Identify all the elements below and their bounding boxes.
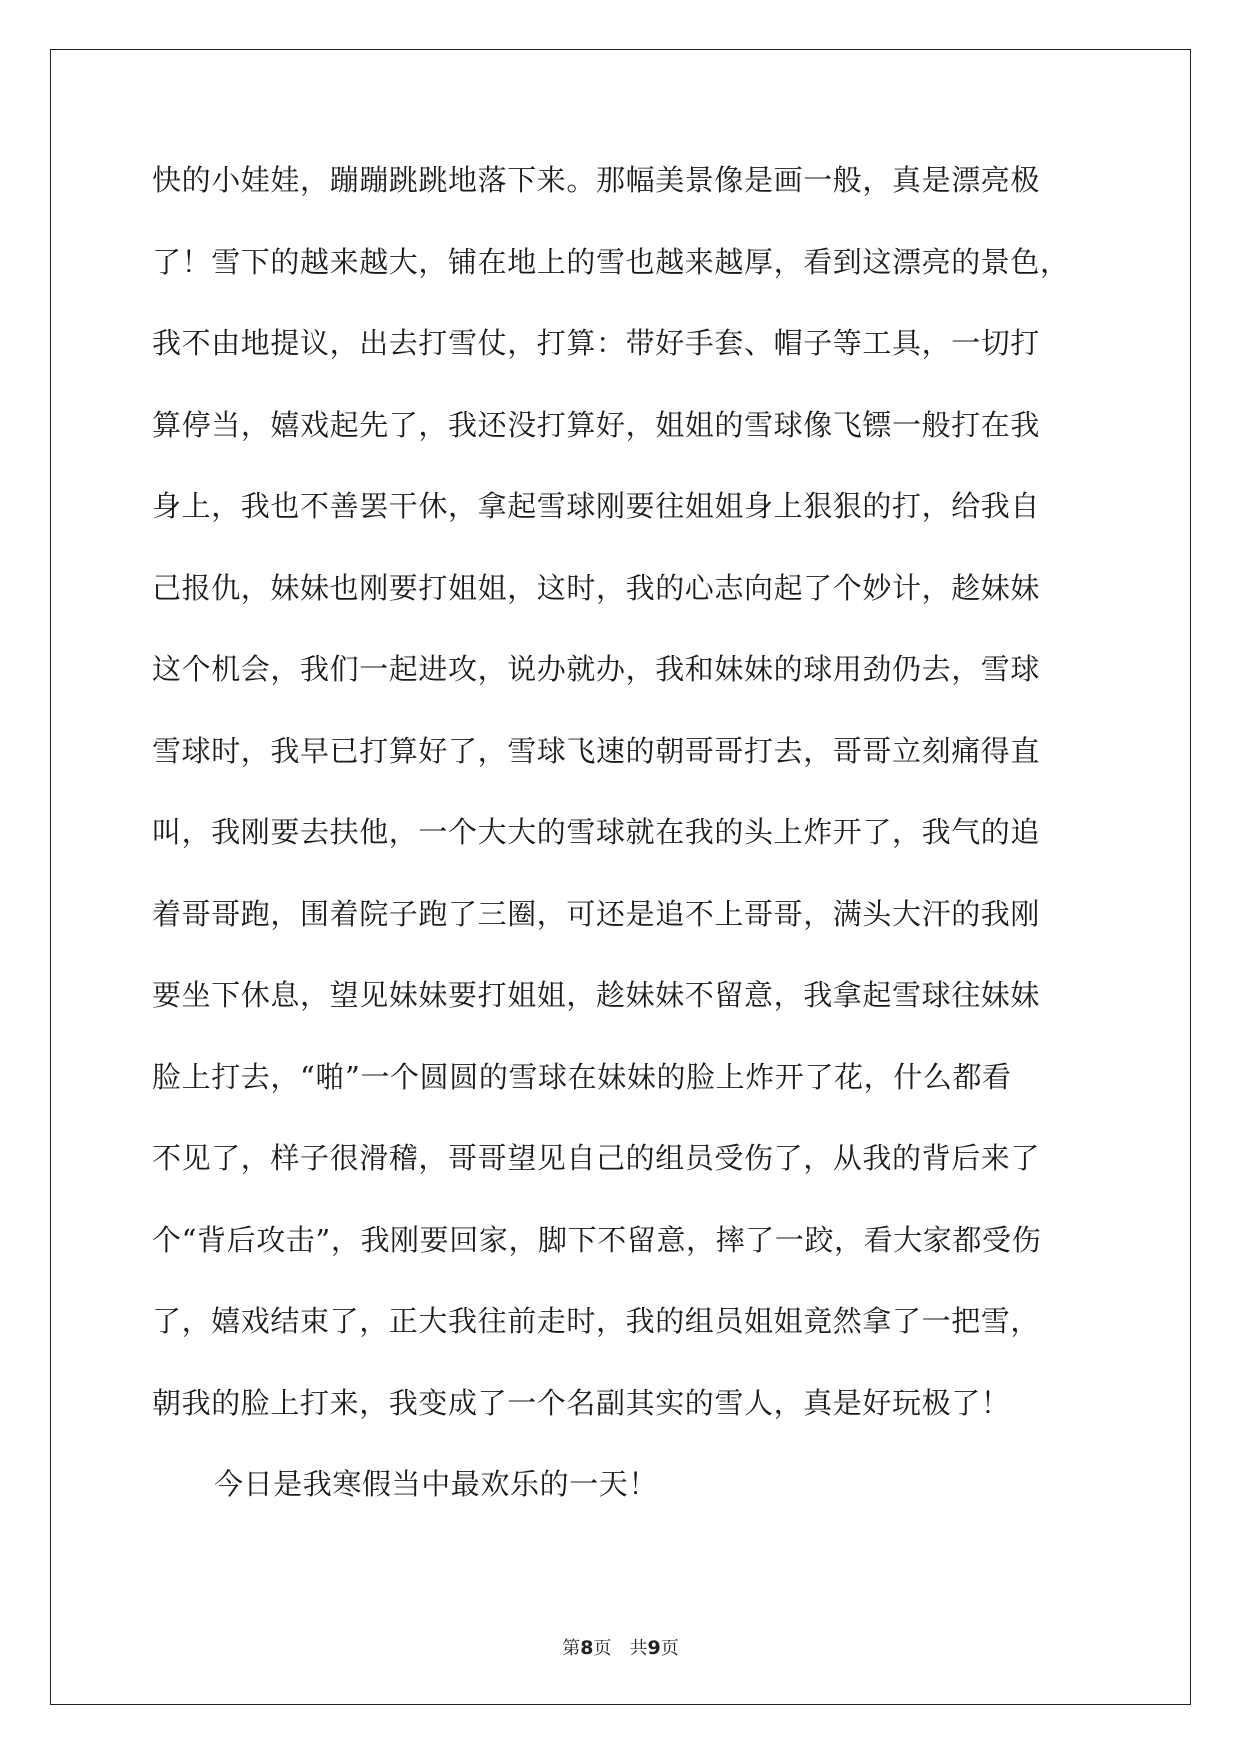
text-line: 算停当，嬉戏起先了，我还没打算好，姐姐的雪球像飞镖一般打在我	[152, 407, 1041, 442]
page-prefix: 第	[562, 1638, 581, 1659]
text-line: 朝我的脸上打来，我变成了一个名副其实的雪人，真是好玩极了！	[152, 1385, 1011, 1420]
text-line: 了，嬉戏结束了，正大我往前走时，我的组员姐姐竟然拿了一把雪，	[152, 1304, 1041, 1338]
text-line: 雪球时，我早已打算好了，雪球飞速的朝哥哥打去，哥哥立刻痛得直	[152, 733, 1041, 768]
closing-paragraph: 今日是我寒假当中最欢乐的一天！	[214, 1467, 659, 1501]
total-suffix: 页	[660, 1638, 679, 1659]
text-line: 己报仇，妹妹也刚要打姐姐，这时，我的心志向起了个妙计，趁妹妹	[152, 570, 1041, 605]
text-line: 了！雪下的越来越大，铺在地上的雪也越来越厚，看到这漂亮的景色，	[152, 244, 1070, 279]
text-line: 这个机会，我们一起进攻，说办就办，我和妹妹的球用劲仍去，雪球	[152, 652, 1041, 686]
text-line: 叫，我刚要去扶他，一个大大的雪球就在我的头上炸开了，我气的追	[152, 815, 1041, 849]
text-line: 身上，我也不善罢干休，拿起雪球刚要往姐姐身上狠狠的打，给我自	[152, 489, 1041, 523]
document-body	[152, 160, 1104, 1546]
total-pages-number: 9	[647, 1637, 661, 1659]
text-line: 着哥哥跑，围着院子跑了三圈，可还是追不上哥哥，满头大汗的我刚	[152, 896, 1041, 931]
text-line: 要坐下休息，望见妹妹要打姐姐，趁妹妹不留意，我拿起雪球往妹妹	[152, 978, 1041, 1012]
page-suffix: 页	[593, 1638, 612, 1659]
total-prefix: 共	[629, 1638, 648, 1659]
text-line: 脸上打去，“啪”一个圆圆的雪球在妹妹的脸上炸开了花，什么都看	[152, 1059, 1012, 1094]
page-footer	[0, 1634, 1241, 1660]
text-line: 不见了，样子很滑稽，哥哥望见自己的组员受伤了，从我的背后来了	[152, 1141, 1041, 1175]
text-line: 个“背后攻击”，我刚要回家，脚下不留意，摔了一跤，看大家都受伤	[152, 1222, 1042, 1257]
text-line: 我不由地提议，出去打雪仗，打算：带好手套、帽子等工具，一切打	[152, 326, 1041, 360]
text-line: 快的小娃娃，蹦蹦跳跳地落下来。那幅美景像是画一般，真是漂亮极	[152, 163, 1041, 197]
current-page-number: 8	[580, 1637, 594, 1659]
